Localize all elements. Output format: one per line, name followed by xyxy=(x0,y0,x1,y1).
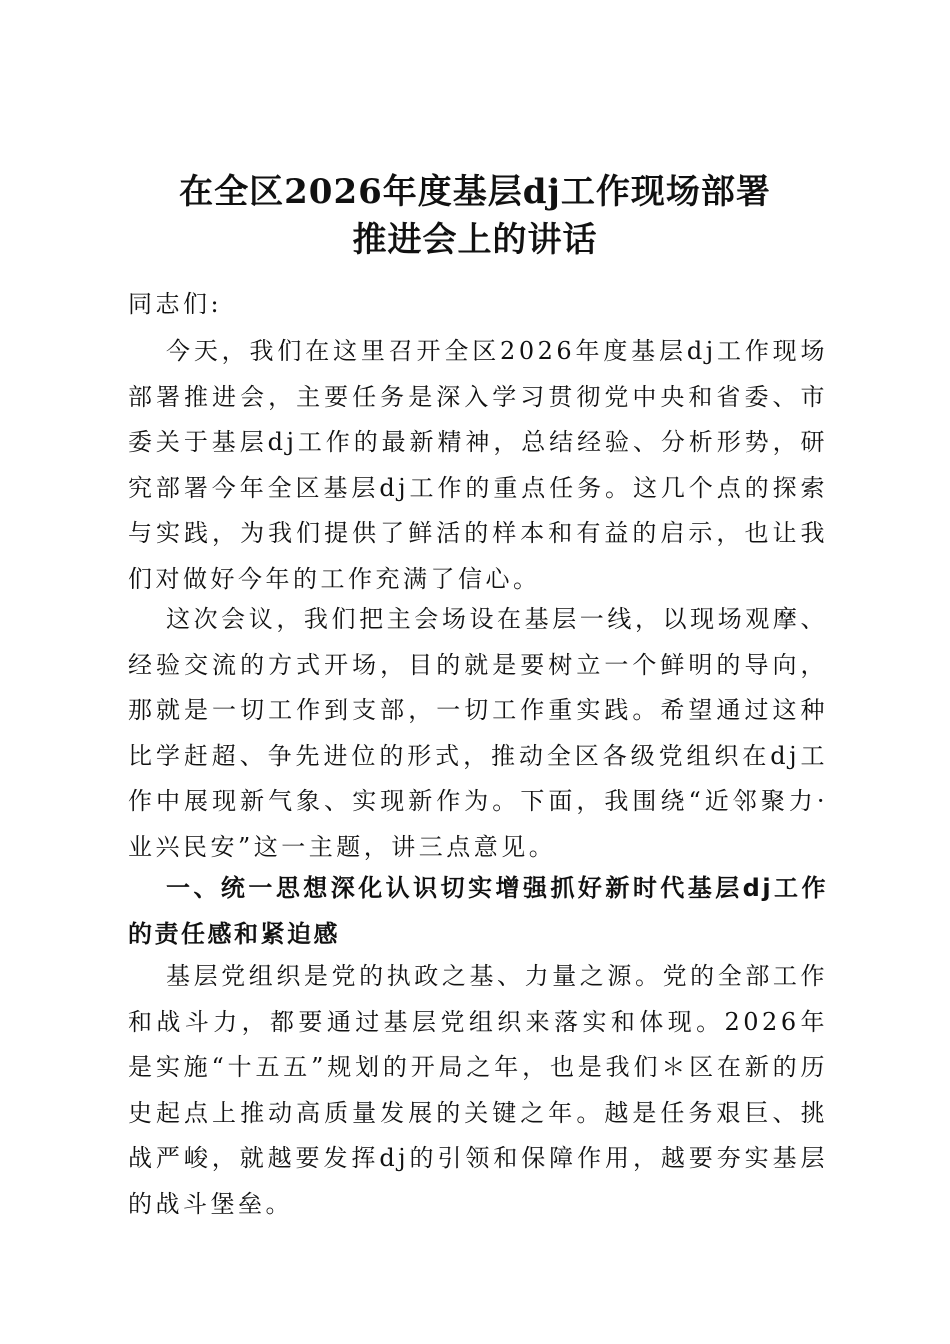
document-title-line-1: 在全区2026年度基层dj工作现场部署 xyxy=(179,172,771,212)
document-title-line-2: 推进会上的讲话 xyxy=(352,220,598,260)
paragraph-opening: 今天，我们在这里召开全区2026年度基层dj工作现场部署推进会，主要任务是深入学习贯彻党中央和省委、市委关于基层dj工作的最新精神，总结经验、分析形势，研究部署今年全区基层dj工作的重点任务。这几个点的探索与实践，为我们提供了鲜活的样本和有益的启示，也让我们对做好今年的工作充满了信心。 xyxy=(128,337,828,593)
greeting: 同志们: xyxy=(128,290,223,318)
paragraph-meeting: 这次会议，我们把主会场设在基层一线，以现场观摩、经验交流的方式开场，目的就是要树立一个鲜明的导向，那就是一切工作到支部，一切工作重实践。希望通过这种比学赶超、争先进位的形式，推动全区各级党组织在dj工作中展现新气象、实现新作为。下面，我围绕“近邻聚力·业兴民安”这一主题，讲三点意见。 xyxy=(128,605,828,861)
section-one-paragraph: 基层党组织是党的执政之基、力量之源。党的全部工作和战斗力，都要通过基层党组织来落实和体现。2026年是实施“十五五”规划的开局之年，也是我们＊区在新的历史起点上推动高质量发展的关键之年。越是任务艰巨、挑战严峻，就越要发挥dj的引领和保障作用，越要夯实基层的战斗堡垒。 xyxy=(128,962,828,1218)
section-heading-one: 一、统一思想深化认识切实增强抓好新时代基层dj工作的责任感和紧迫感 xyxy=(128,874,828,948)
